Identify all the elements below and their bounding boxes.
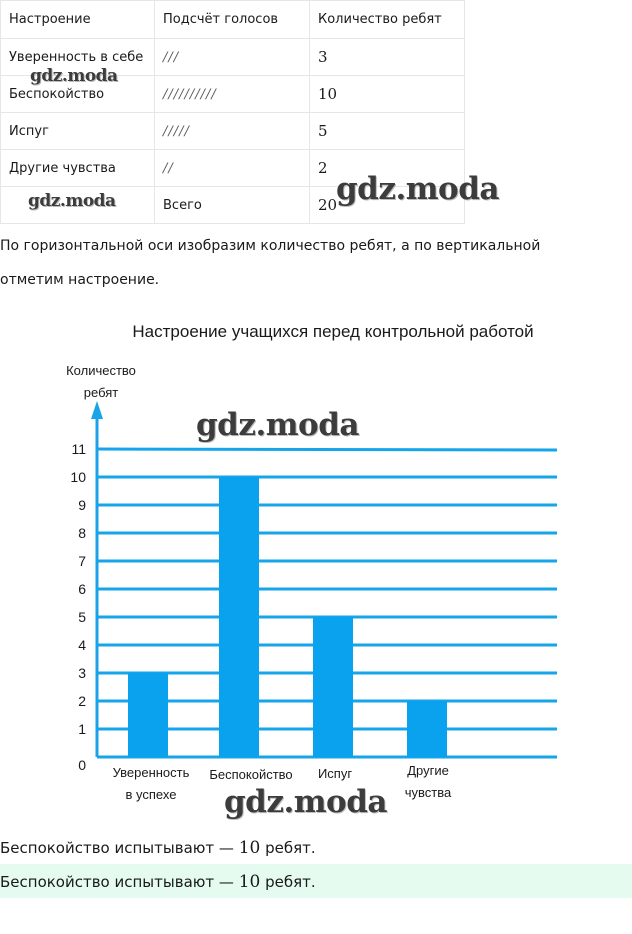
y-tick-label: 4 <box>78 637 86 653</box>
header-tally: Подсчёт голосов <box>155 1 310 39</box>
watermark: gdz.moda <box>196 407 359 443</box>
y-tick-label: 2 <box>78 693 86 709</box>
paragraph-line-2: отметим настроение. <box>0 272 160 288</box>
chart-title: Настроение учащихся перед контрольной работой <box>132 322 534 341</box>
row-mood: Другие чувства <box>1 150 155 187</box>
header-mood: Настроение <box>1 1 155 39</box>
x-category-label: Другие <box>407 763 449 778</box>
y-axis-label: Количество <box>66 363 136 378</box>
y-tick-label: 11 <box>71 441 86 457</box>
answer-suffix: ребят. <box>265 839 316 857</box>
total-label: Всего <box>155 187 310 224</box>
row-tally: ////////// <box>155 76 310 113</box>
y-tick-label: 9 <box>78 497 86 513</box>
y-tick-label: 1 <box>78 721 86 737</box>
bar <box>407 701 447 757</box>
watermark: gdz.moda <box>336 171 499 207</box>
answer-prefix: Беспокойство испытывают — <box>0 839 234 857</box>
row-count: 10 <box>310 76 465 113</box>
y-tick-label: 0 <box>78 757 86 773</box>
row-tally: ///// <box>155 113 310 150</box>
y-tick-label: 5 <box>78 609 86 625</box>
y-tick-label: 8 <box>78 525 86 541</box>
watermark: gdz.moda <box>30 66 118 86</box>
x-category-label: в успехе <box>125 787 177 802</box>
x-category-label: Испуг <box>317 766 353 781</box>
row-count: 5 <box>310 113 465 150</box>
answer-prefix: Беспокойство испытывают — <box>0 873 234 891</box>
y-tick-label: 10 <box>70 469 86 485</box>
table-row <box>1 113 465 150</box>
row-mood: Уверенность в себе <box>1 39 155 76</box>
row-mood: Испуг <box>1 113 155 150</box>
answer-text-highlighted <box>0 872 316 892</box>
bar <box>313 617 353 757</box>
row-tally: /// <box>155 39 310 76</box>
paragraph-line-1: По горизонтальной оси изобразим количество ребят, а по вертикальной <box>0 238 541 254</box>
table-header-row <box>1 1 465 39</box>
y-tick-label: 7 <box>78 553 86 569</box>
total-value: 20 <box>310 187 465 224</box>
x-category-label: чувства <box>404 785 452 800</box>
row-mood: Беспокойство <box>1 76 155 113</box>
answer-text <box>0 838 316 858</box>
x-category-label: Беспокойство <box>209 767 293 782</box>
y-axis-arrow <box>91 401 103 419</box>
row-count: 2 <box>310 150 465 187</box>
y-tick-label: 6 <box>78 581 86 597</box>
bar <box>128 673 168 757</box>
bar <box>219 477 259 757</box>
answer-number: 10 <box>238 838 261 858</box>
row-tally: // <box>155 150 310 187</box>
gridline <box>97 449 557 450</box>
answer-number: 10 <box>238 872 261 892</box>
watermark: gdz.moda <box>28 191 116 211</box>
x-category-label: Уверенность <box>112 765 190 780</box>
row-count: 3 <box>310 39 465 76</box>
watermark: gdz.moda <box>224 784 387 820</box>
header-count: Количество ребят <box>310 1 465 39</box>
y-tick-label: 3 <box>78 665 86 681</box>
answer-suffix: ребят. <box>265 873 316 891</box>
y-axis-label: ребят <box>83 385 119 400</box>
